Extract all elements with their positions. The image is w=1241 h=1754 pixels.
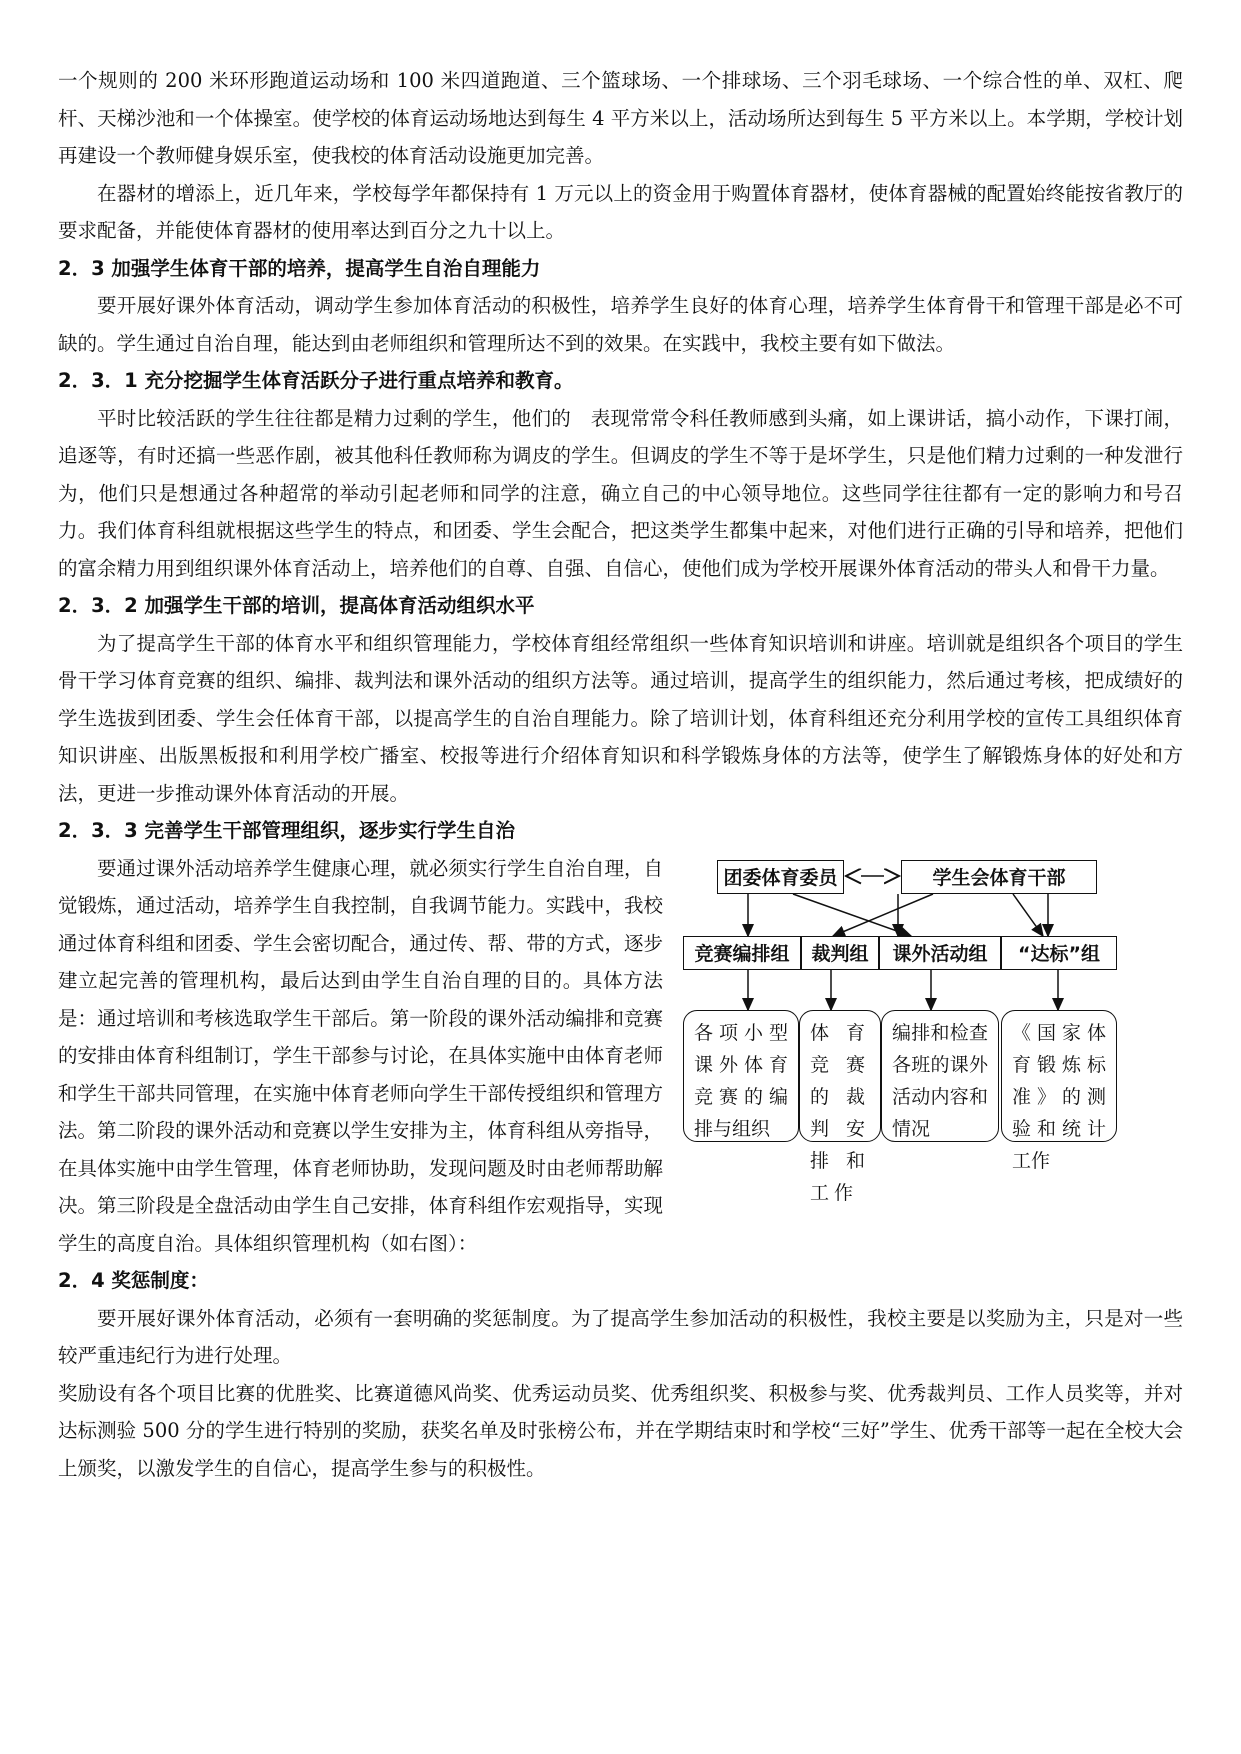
paragraph: 要开展好课外体育活动，必须有一套明确的奖惩制度。为了提高学生参加活动的积极性，我校主要是以奖励为主，只是对一些较严重违纪行为进行处理。 [58, 1306, 1183, 1367]
duty-box-referee: 体育竞赛的裁判安排和工作 [799, 1010, 881, 1142]
document-page [58, 62, 1183, 1487]
duty-box-fitness-standard: 《国家体育锻炼标准》的测验和统计工作 [1001, 1010, 1117, 1142]
student-union-sports-cadre-box: 学生会体育干部 [901, 860, 1097, 894]
competition-scheduling-group-box: 竞赛编排组 [683, 936, 801, 970]
paragraph: 奖励设有各个项目比赛的优胜奖、比赛道德风尚奖、优秀运动员奖、优秀组织奖、积极参与奖、优秀裁判员、工作人员奖等，并对达标测验 500 分的学生进行特别的奖励，获奖名单及时张榜公布，并在学期结束时和学校“三好”学生、优秀干部等一起在全校大会上颁奖，以激发学生的自信心，提高学生参与的积极性。 [58, 1381, 1183, 1480]
paragraph: 一个规则的 200 米环形跑道运动场和 100 米四道跑道、三个篮球场、一个排球场、三个羽毛球场、一个综合性的单、双杠、爬杆、天梯沙池和一个体操室。使学校的体育运动场地达到每生 4 平方米以上，活动场所达到每生 5 平方米以上。本学期，学校计划再建设一个教师健身娱乐室，使我校的体育活动设施更加完善。 [58, 69, 1183, 167]
paragraph: 在器材的增添上，近几年来，学校每学年都保持有 1 万元以上的资金用于购置体育器材，使体育器械的配置始终能按省教厅的要求配备，并能使体育器材的使用率达到百分之九十以上。 [58, 181, 1183, 242]
paragraph: 平时比较活跃的学生往往都是精力过剩的学生，他们的 表现常常令科任教师感到头痛，如上课讲话，搞小动作，下课打闹，追逐等，有时还搞一些恶作剧，被其他科任教师称为调皮的学生。但调皮的学生不等于是坏学生，只是他们精力过剩的一种发泄行为，他们只是想通过各种超常的举动引起老师和同学的注意，确立自己的中心领导地位。这些同学往往都有一定的影响力和号召力。我们体育科组就根据这些学生的特点，和团委、学生会配合，把这类学生都集中起来，对他们进行正确的引导和培养，把他们的富余精力用到组织课外体育活动上，培养他们的自尊、自强、自信心，使他们成为学校开展课外体育活动的带头人和骨干力量。 [58, 406, 1183, 580]
section-heading: 2．3．3 完善学生干部管理组织，逐步实行学生自治 [58, 819, 515, 842]
extracurricular-activity-group-box: 课外活动组 [879, 936, 1001, 970]
fitness-standard-group-box: “达标”组 [1001, 936, 1117, 970]
paragraph: 要开展好课外体育活动，调动学生参加体育活动的积极性，培养学生良好的体育心理，培养学生体育骨干和管理干部是必不可缺的。学生通过自治自理，能达到由老师组织和管理所达不到的效果。在实践中，我校主要有如下做法。 [58, 294, 1183, 355]
duty-box-competition: 各项小型课外体育竞赛的编排与组织 [683, 1010, 799, 1142]
org-chart [683, 860, 1183, 1204]
paragraph: 要通过课外活动培养学生健康心理，就必须实行学生自治自理，自觉锻炼，通过活动，培养学生自我控制，自我调节能力。实践中，我校通过体育科组和团委、学生会密切配合，通过传、帮、带的方式，逐步建立起完善的管理机构，最后达到由学生自治自理的目的。具体方法是：通过培训和考核选取学生干部后。第一阶段的课外活动编排和竞赛的安排由体育科组制订，学生干部参与讨论，在具体实施中由体育老师和学生干部共同管理，在实施中体育老师向学生干部传授组织和管理方法。第二阶段的课外活动和竞赛以学生安排为主，体育科组从旁指导，在具体实施中由学生管理，体育老师协助，发现问题及时由老师帮助解决。第三阶段是全盘活动由学生自己安排，体育科组作宏观指导，实现学生的高度自治。具体组织管理机构（如右图）： [58, 856, 663, 1255]
section-heading: 2．4 奖惩制度： [58, 1269, 209, 1292]
section-heading: 2．3 加强学生体育干部的培养，提高学生自治自理能力 [58, 256, 541, 280]
paragraph: 为了提高学生干部的体育水平和组织管理能力，学校体育组经常组织一些体育知识培训和讲座。培训就是组织各个项目的学生骨干学习体育竞赛的组织、编排、裁判法和课外活动的组织方法等。通过培训，提高学生的组织能力，然后通过考核，把成绩好的学生选拔到团委、学生会任体育干部，以提高学生的自治自理能力。除了培训计划，体育科组还充分利用学校的宣传工具组织体育知识讲座、出版黑板报和利用学校广播室、校报等进行介绍体育知识和科学锻炼身体的方法等，使学生了解锻炼身体的好处和方法，更进一步推动课外体育活动的开展。 [58, 631, 1183, 805]
duty-box-activities: 编排和检查各班的课外活动内容和情况 [881, 1010, 999, 1142]
section-heading: 2．3．2 加强学生干部的培训，提高体育活动组织水平 [58, 594, 535, 617]
youth-league-sports-committee-box: 团委体育委员 [717, 860, 844, 894]
referee-group-box: 裁判组 [801, 936, 879, 970]
section-heading: 2．3．1 充分挖掘学生体育活跃分子进行重点培养和教育。 [58, 369, 574, 392]
